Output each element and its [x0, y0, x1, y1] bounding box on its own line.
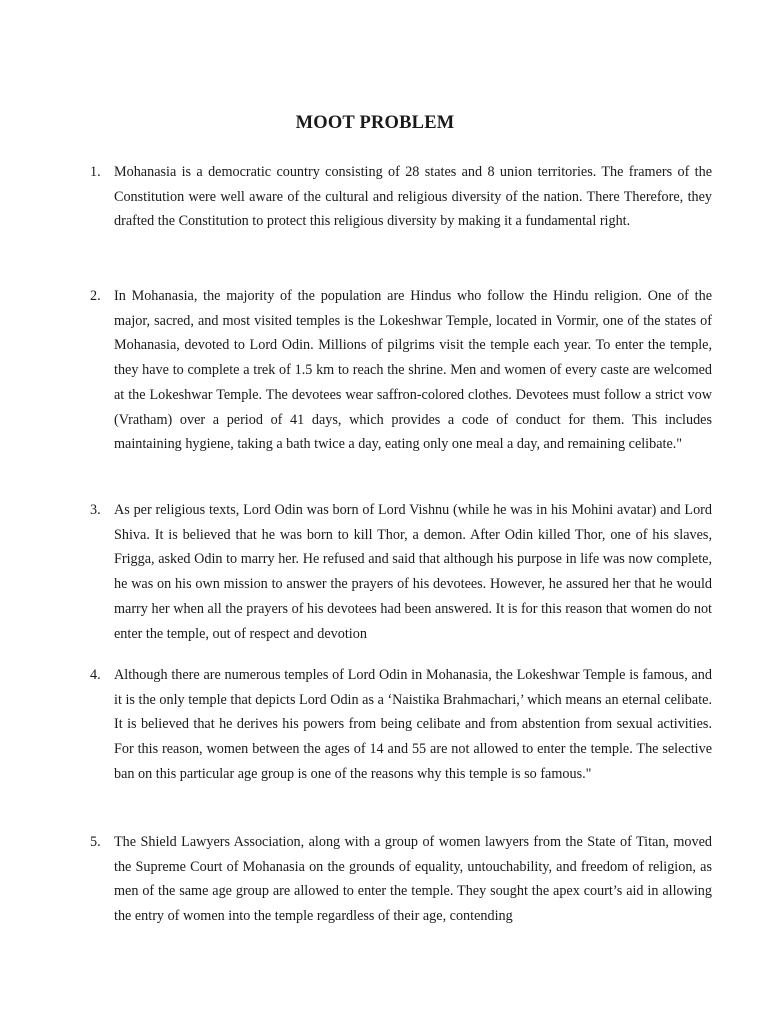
paragraph-text: In Mohanasia, the majority of the population are Hindus who follow the Hindu religion. One of the major, sacred, and most visited temples is the Lokeshwar Temple, located in Vormir, one of the states of Mohanasia, devoted to Lord Odin. Millions of pilgrims visit the temple each year. To enter the temple, they have to complete a trek of 1.5 km to reach the shrine. Men and women of every caste are welcomed at the Lokeshwar Temple. The devotees wear saffron-colored clothes. Devotees must follow a strict vow (Vratham) over a period of 41 days, which provides a code of conduct for them. This includes maintaining hygiene, taking a bath twice a day, eating only one meal a day, and remaining celibate." — [114, 288, 712, 453]
page-title: MOOT PROBLEM — [295, 113, 455, 133]
paragraph-number: 4. — [90, 667, 101, 683]
paragraph-text: As per religious texts, Lord Odin was born of Lord Vishnu (while he was in his Mohini avatar) and Lord Shiva. It is believed that he was born to kill Thor, a demon. After Odin killed Thor, one of his slaves, Frigga, asked Odin to marry her. He refused and said that although his purpose in life was now complete, he was on his own mission to answer the prayers of his devotees. However, he assured her that he would marry her when all the prayers of his devotees had been answered. It is for this reason that women do not enter the temple, out of respect and devotion — [114, 502, 712, 642]
paragraph-text: Mohanasia is a democratic country consisting of 28 states and 8 union territories. The framers of the Constitution were well aware of the cultural and religious diversity of the nation. There Therefore, they drafted the Constitution to protect this religious diversity by making it a fundamental right. — [114, 164, 712, 230]
paragraph-number: 3. — [90, 502, 101, 518]
paragraph-number: 1. — [90, 164, 101, 180]
paragraph-number: 2. — [90, 288, 101, 304]
paragraph-text: The Shield Lawyers Association, along with a group of women lawyers from the State of Titan, moved the Supreme Court of Mohanasia on the grounds of equality, untouchability, and freedom of religion, as men of the same age group are allowed to enter the temple. They sought the apex court’s aid in allowing the entry of women into the temple regardless of their age, contending — [114, 834, 712, 925]
paragraph-number: 5. — [90, 834, 101, 850]
paragraph-text: Although there are numerous temples of Lord Odin in Mohanasia, the Lokeshwar Temple is famous, and it is the only temple that depicts Lord Odin as a ‘Naistika Brahmachari,’ which means an eternal celibate. It is believed that he derives his powers from being celibate and from abstention from sexual activities. For this reason, women between the ages of 14 and 55 are not allowed to enter the temple. The selective ban on this particular age group is one of the reasons why this temple is so famous." — [114, 667, 712, 782]
